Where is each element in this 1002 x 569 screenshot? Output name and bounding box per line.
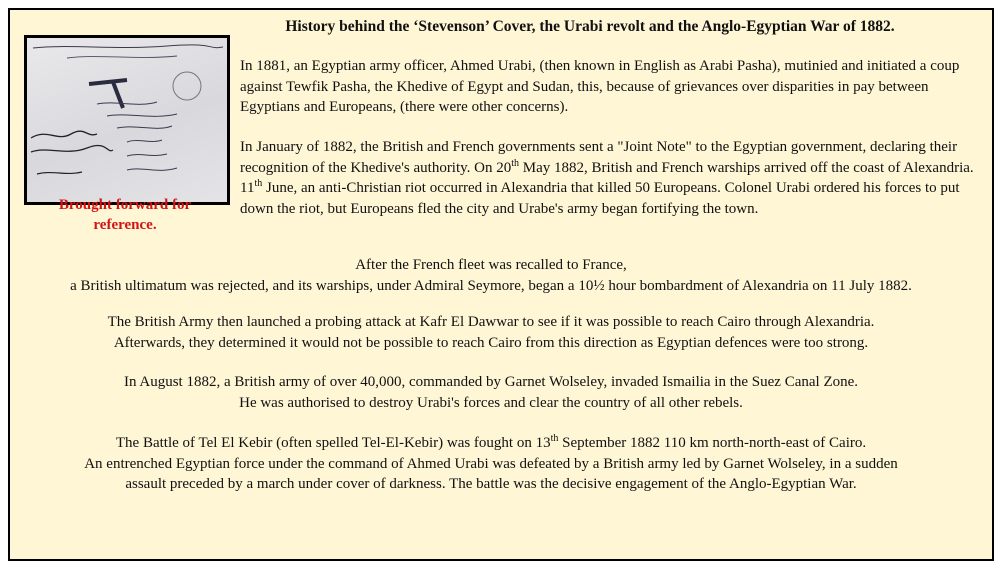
text-line: An entrenched Egyptian force under the command of Ahmed Urabi was defeated by a British army led by Garnet Wolseley, in a sudden xyxy=(84,455,898,472)
ordinal-suffix: th xyxy=(254,178,263,189)
paragraph-joint-note-part1: In January of 1882, the British and French governments sent a "Joint Note" to the Egyptian government, declaring their recognition of the Khedive's authority. On 20 xyxy=(240,139,958,176)
paragraph-joint-note-part2: May 1882, British and French warships arrived off the coast of Alexandria. 11 xyxy=(240,159,974,196)
paragraph-joint-note xyxy=(240,137,980,219)
text-line: After the French fleet was recalled to France, xyxy=(355,257,627,273)
text-line: In August 1882, a British army of over 40,000, commanded by Garnet Wolseley, invaded Ismailia in the Suez Canal Zone. xyxy=(123,374,859,390)
cover-caption xyxy=(40,195,210,235)
paragraph-joint-note-part3: June, an anti-Christian riot occurred in Alexandria that killed 50 Europeans. Colonel Urabi ordered his forces to put down the riot, but Europeans fled the city and Urabe's army began fortifying the town. xyxy=(240,180,960,217)
paragraph-tel-el-kebir xyxy=(10,433,972,495)
paragraph-ismailia-invasion xyxy=(10,372,972,413)
document-title: History behind the ‘Stevenson’ Cover, the Urabi revolt and the Anglo-Egyptian War of 1882. xyxy=(285,18,895,35)
text-line: assault preceded by a march under cover of darkness. The battle was the decisive engagement of the Anglo-Egyptian War. xyxy=(125,476,857,492)
paragraph-bombardment xyxy=(10,255,972,296)
text-line: The British Army then launched a probing attack at Kafr El Dawwar to see if it was possible to reach Cairo through Alexandria. xyxy=(107,314,875,330)
paragraph-kafr-el-dawwar xyxy=(10,312,972,353)
cover-handwriting-illustration xyxy=(27,38,227,202)
cover-caption-line1: Brought forward for xyxy=(58,197,192,213)
paragraph-urabi-coup: In 1881, an Egyptian army officer, Ahmed Urabi, (then known in English as Arabi Pasha), mutinied and initiated a coup against Tewfik Pasha, the Khedive of Egypt and Sudan, this, because of grievances over disparities in pay between Egyptians and Europeans, (there were other concerns). xyxy=(240,58,960,115)
text-line xyxy=(10,433,972,454)
cover-caption-line2: reference. xyxy=(93,217,157,233)
ordinal-suffix: th xyxy=(511,157,520,169)
text-part: September 1882 110 km north-north-east of Cairo. xyxy=(558,435,867,451)
text-part: The Battle of Tel El Kebir (often spelled Tel-El-Kebir) was fought on 13 xyxy=(115,435,551,451)
stevenson-cover-image xyxy=(24,35,230,205)
text-line: He was authorised to destroy Urabi's forces and clear the country of all other rebels. xyxy=(239,394,743,411)
ordinal-suffix: th xyxy=(550,433,559,444)
text-line: Afterwards, they determined it would not be possible to reach Cairo from this direction as Egyptian defences were too strong. xyxy=(113,334,869,351)
text-line: a British ultimatum was rejected, and its warships, under Admiral Seymore, began a 10½ hour bombardment of Alexandria on 11 July 1882. xyxy=(70,277,912,294)
